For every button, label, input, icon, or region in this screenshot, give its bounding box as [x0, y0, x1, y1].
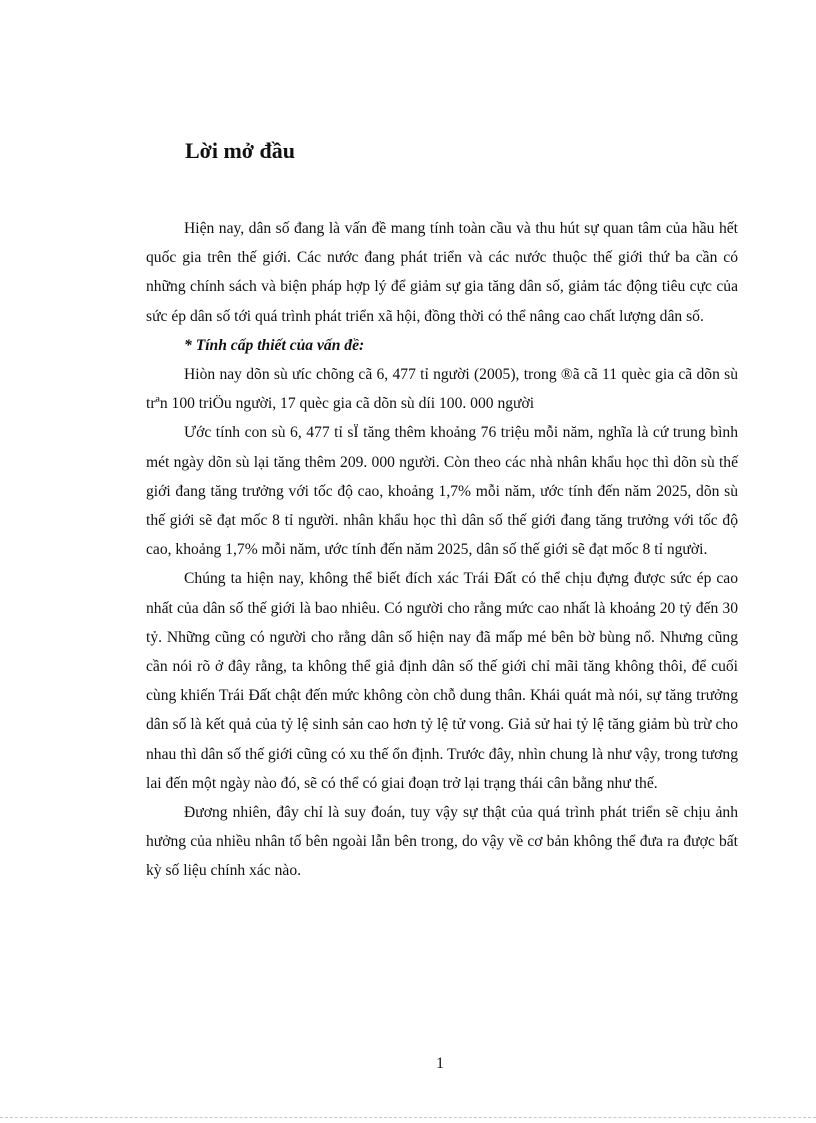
paragraph-intro: Hiện nay, dân số đang là vấn đề mang tính toàn cầu và thu hút sự quan tâm của hầu hết quốc gia trên thế giới. Các nước đang phát triển và các nước thuộc thế giới thứ ba cần có những chính sách và biện pháp hợp lý để giảm sự gia tăng dân số, giảm tác động tiêu cực của sức ép dân số tới quá trình phát triển xã hội, đồng thời có thể nâng cao chất lượng dân số.: [146, 220, 738, 325]
paragraph-population-stats: Hiòn nay dõn sù ưíc chõng cã 6, 477 tỉ người (2005), trong ®ã cã 11 quèc gia cã dõn sù trªn 100 triÖu người, 17 quèc gia cã dõn sù díi 100. 000 người: [146, 366, 738, 413]
section-heading-urgency: * Tính cấp thiết của vấn đề:: [184, 336, 365, 354]
paragraph-growth-estimate: Ước tính con sù 6, 477 tỉ sÏ tăng thêm khoảng 76 triệu mỗi năm, nghĩa là cứ trung bình mét ngày dõn sù lại tăng thêm 209. 000 người. Còn theo các nhà nhân khẩu học thì dõn sù thế giới đang tăng trưởng với tốc độ cao, khoảng 1,7% mỗi năm, ước tính đến năm 2025, dõn sù thế giới sẽ đạt mốc 8 tỉ người. nhân khẩu học thì dân số thế giới đang tăng trưởng với tốc độ cao, khoảng 1,7% mỗi năm, ước tính đến năm 2025, dân số thế giới sẽ đạt mốc 8 tỉ người.: [146, 424, 738, 559]
paragraph-speculation: Đương nhiên, đây chỉ là suy đoán, tuy vậy sự thật của quá trình phát triển sẽ chịu ảnh hưởng của nhiều nhân tố bên ngoài lẫn bên trong, do vậy về cơ bản không thể đưa ra được bất kỳ số liệu chính xác nào.: [146, 804, 738, 880]
page-number: 1: [436, 1055, 444, 1072]
document-body: [146, 214, 738, 886]
page-bottom-divider: [0, 1117, 816, 1118]
page-title: Lời mở đầu: [185, 138, 295, 163]
paragraph-earth-capacity: Chúng ta hiện nay, không thể biết đích xác Trái Đất có thể chịu đựng được sức ép cao nhất của dân số thế giới là bao nhiêu. Có người cho rằng mức cao nhất là khoảng 20 tỷ đến 30 tỷ. Những cũng có người cho rằng dân số hiện nay đã mấp mé bên bờ bùng nổ. Nhưng cũng cần nói rõ ở đây rằng, ta không thể giả định dân số thế giới chỉ mãi tăng không thôi, để cuối cùng khiến Trái Đất chật đến mức không còn chỗ dung thân. Khái quát mà nói, sự tăng trưởng dân số là kết quả của tỷ lệ sinh sản cao hơn tỷ lệ tử vong. Giả sử hai tỷ lệ tăng giảm bù trừ cho nhau thì dân số thế giới cũng có xu thế ổn định. Trước đây, nhìn chung là như vậy, trong tương lai đến một ngày nào đó, sẽ có thể có giai đoạn trở lại trạng thái cân bằng như thế.: [146, 570, 738, 792]
